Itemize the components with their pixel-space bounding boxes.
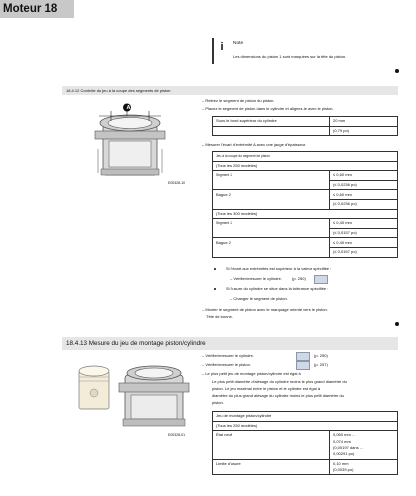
table-cell-value: ≤ 0,60 mm — [330, 190, 398, 200]
table-cell-value: 20 mm — [330, 117, 398, 127]
chapter-title: Moteur 18 — [0, 0, 74, 18]
table-title: Jeu de montage piston/cylindre — [213, 412, 398, 422]
table-group: (Tous les 250 modèles) — [213, 421, 398, 431]
paragraph-line: piston. Le jeu maximal entre le piston et le cylindre est égal à — [212, 386, 321, 391]
table-cell-value: (≤ 0,0157 po) — [330, 228, 398, 238]
table-cell-value: (≤ 0,0236 po) — [330, 199, 398, 209]
condition-text: Si l'écart aux extrémités est supérieur à la valeur spécifiée : — [226, 266, 332, 271]
final-step: – Monter le segment de piston avec le marquage orienté vers le piston. — [202, 307, 328, 312]
table-cell-value: (0,79 po) — [330, 126, 398, 136]
page-reference: (p. 257) — [314, 362, 328, 367]
paragraph-line: piston. — [212, 400, 224, 405]
table-cell-value: (≤ 0,0236 po) — [330, 180, 398, 190]
ring-gap-table — [212, 151, 398, 258]
table-cell-value: (≤ 0,0157 po) — [330, 247, 398, 257]
paragraph-line: – Le plus petit jeu de montage piston/cylindre est égal à — [202, 371, 301, 376]
page-reference: (p. 250) — [314, 353, 328, 358]
cylinder-icon — [296, 352, 310, 361]
value-line: 0,074 mm — [333, 438, 351, 444]
step-measure-gap: – Mesurer l'écart d'extrémité A avec une jauge d'épaisseur. — [202, 142, 307, 147]
condition-text: Si l'usure du cylindre se situe dans la tolérance spécifiée : — [226, 286, 329, 291]
table-row-label: Bague 2 — [213, 190, 330, 209]
action-text: – Changer le segment de piston. — [230, 296, 288, 301]
action-text: – Vérifier/mesurer le cylindre. — [230, 276, 283, 281]
table-cell-value — [330, 459, 398, 475]
condition-bullet — [214, 288, 216, 290]
step-check-cylinder: – Vérifier/mesurer le cylindre. — [202, 353, 255, 358]
page-reference: (p. 250) — [292, 276, 306, 281]
table-group: (Tous les 250 modèles) — [213, 161, 398, 171]
table-row-label: Segment 1 — [213, 219, 330, 238]
image-code: E00328-01 — [168, 433, 186, 437]
table-cell-value — [330, 431, 398, 459]
step-remove-ring: – Retirez le segment de piston du piston. — [202, 98, 275, 103]
section-heading: 18.4.13 Mesure du jeu de montage piston/cylindre — [62, 337, 398, 350]
final-step-cont: Tête de bonne. — [206, 314, 233, 319]
value-line: (0,0039 po) — [333, 466, 354, 472]
table-title: Jeu à la coupe du segment de piston — [213, 152, 398, 162]
table-cell-empty — [213, 126, 330, 136]
cylinder-icon — [314, 275, 328, 284]
position-table — [212, 116, 398, 136]
piston-cylinder-illustration — [63, 357, 195, 439]
note-text: Les dimensions du piston 1 sont marquées sur la tête du piston. — [233, 54, 347, 59]
section-end-marker — [395, 69, 399, 73]
image-code: E00328-10 — [168, 181, 186, 185]
table-row-label: Limite d'usure — [213, 459, 330, 475]
table-cell-value: ≤ 0,40 mm — [330, 238, 398, 248]
paragraph-line: Le plus petit diamètre d'alésage du cylindre moins le plus grand diamètre du — [212, 379, 347, 384]
piston-ring-gap-illustration — [63, 103, 195, 187]
paragraph-line: diamètre du plus grand alésage du cylindre moins le plus petit diamètre du — [212, 393, 344, 398]
note-divider — [212, 38, 214, 64]
condition-bullet — [214, 268, 216, 270]
value-line: (0,00197 dans ... — [333, 444, 364, 450]
table-cell-value: ≤ 0,40 mm — [330, 219, 398, 229]
value-line: 0,10 mm — [333, 460, 349, 466]
value-line: 0,00291 po) — [333, 451, 355, 457]
step-check-piston: – Vérifier/mesurer le piston. — [202, 362, 251, 367]
table-cell-value: ≤ 0,60 mm — [330, 171, 398, 181]
step-place-ring: – Placez le segment de piston dans le cylindre et alignez-le avec le piston. — [202, 106, 334, 111]
info-icon: i — [220, 41, 224, 53]
table-row-label: État neuf — [213, 431, 330, 459]
table-cell-label: Sous le bord supérieur du cylindre — [213, 117, 330, 127]
clearance-table — [212, 411, 398, 475]
table-row-label: Segment 1 — [213, 171, 330, 190]
section-end-marker — [395, 322, 399, 326]
section-heading: 18.4.12 Contrôle du jeu à la coupe des segments de piston — [62, 86, 398, 95]
piston-icon — [296, 361, 310, 370]
table-group: (Tous les 300 modèles) — [213, 209, 398, 219]
table-row-label: Bague 2 — [213, 238, 330, 257]
note-title: Note — [233, 41, 244, 46]
value-line: 0,050 mm ... — [333, 432, 356, 438]
callout-label: A — [126, 105, 131, 111]
